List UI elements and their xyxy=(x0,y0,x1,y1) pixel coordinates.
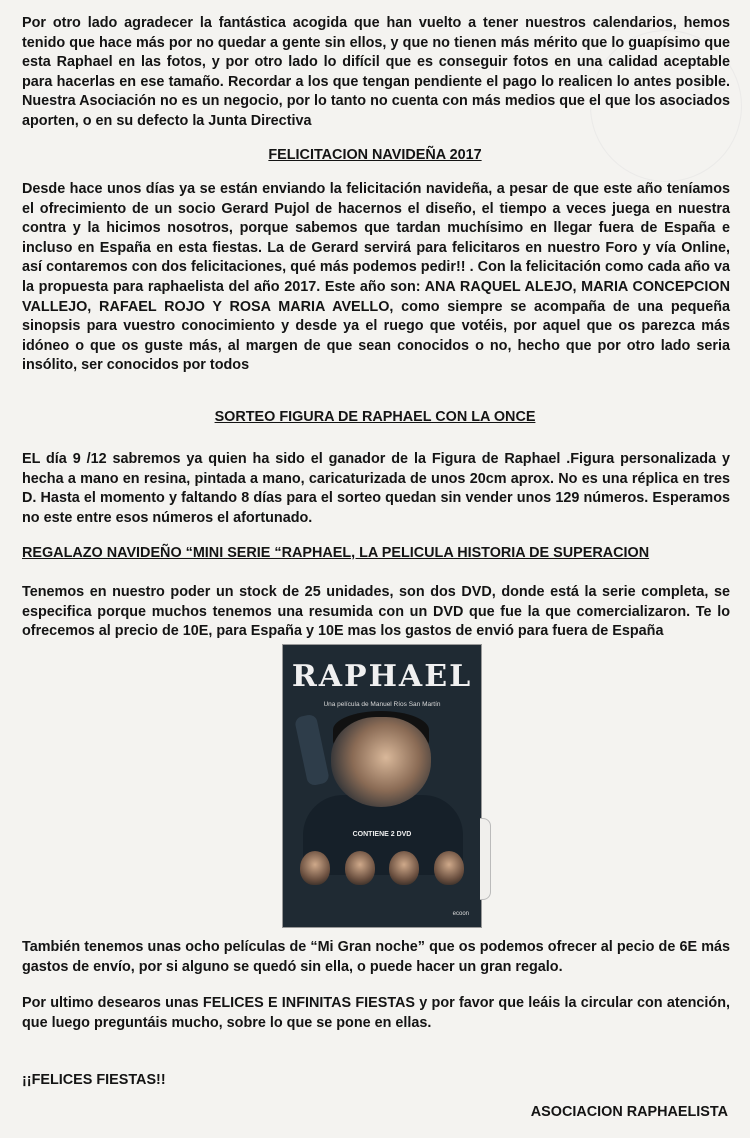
dvd-title: RAPHAEL xyxy=(291,659,473,694)
dvd-case-tab xyxy=(480,818,491,900)
dvd-logo: ecoon xyxy=(452,911,469,917)
dvd-subtitle: Una película de Manuel Ríos San Martín xyxy=(323,701,441,708)
heading-felicitacion: FELICITACION NAVIDEÑA 2017 xyxy=(268,147,482,163)
cast-face xyxy=(300,851,330,885)
felicitacion-paragraph: Desde hace unos días ya se están enviando la felicitación navideña, a pesar de que este año teníamos el ofrecimiento de un socio Gerard Pujol de hacernos el diseño, el tiempo a veces juega en nuestra contra y la hicimos nosotros, porque sabemos que tardan muchísimo en llegar fuera de España e incluso en España en esta fiestas. La de Gerard servirá para felicitaros en nuestro Foro y vía Online, así contaremos con dos felicitaciones, qué más podemos pedir!! . Con la felicitación como cada año va la propuesta para raphaelista del año 2017. Este año son: ANA RAQUEL ALEJO, MARIA CONCEPCION VALLEJO, RAFAEL ROJO Y ROSA MARIA AVELLO, como siempre se acompaña de una pequeña sinopsis para vuestro conocimiento y desde ya el ruego que votéis, por aquel que os parezca más idóneo o que os guste más, al margen de que sean conocidos o no, hecho que por otro lado seria insólito, ser conocidos por todos xyxy=(22,181,730,374)
dvd-face xyxy=(331,717,431,807)
dvd-cast-photos xyxy=(293,851,471,891)
felices-fiestas-greeting: ¡¡FELICES FIESTAS!! xyxy=(22,1072,166,1088)
heading-regalazo: REGALAZO NAVIDEÑO “MINI SERIE “RAPHAEL, LA PELICULA HISTORIA DE SUPERACION xyxy=(22,545,650,561)
intro-paragraph: Por otro lado agradecer la fantástica acogida que han vuelto a tener nuestros calendarios, hemos tenido que hace más por no quedar a gente sin ellos, y que no tienen más mérito que lo guapísimo que esta Raphael en las fotos, y por otro lado lo difícil que es conseguir fotos en una calidad aceptable para hacerlas en ese tamaño. Recordar a los que tengan pendiente el pago lo realicen lo antes posible. Nuestra Asociación no es un negocio, por lo tanto no cuenta con más medios que el que los asociados aporten, o en su defecto la Junta Directiva xyxy=(22,15,730,129)
signature: ASOCIACION RAPHAELISTA xyxy=(530,1104,728,1120)
ultimo-paragraph: Por ultimo desearos unas FELICES E INFINITAS FIESTAS y por favor que leáis la circular con atención, que luego preguntáis mucho, sobre lo que se pone en ellas. xyxy=(22,995,730,1031)
cast-face xyxy=(434,851,464,885)
dvd-cover-image xyxy=(282,644,482,928)
dvd-contiene: CONTIENE 2 DVD xyxy=(352,831,412,838)
heading-sorteo: SORTEO FIGURA DE RAPHAEL CON LA ONCE xyxy=(214,409,536,425)
regalazo-paragraph: Tenemos en nuestro poder un stock de 25 unidades, son dos DVD, donde está la serie completa, se especifica porque muchos tenemos una resumida con un DVD que fue la que comercializaron. Te lo ofrecemos al precio de 10E, para España y 10E mas los gastos de envió para fuera de España xyxy=(22,584,730,640)
cast-face xyxy=(389,851,419,885)
dvd-raised-arm xyxy=(294,713,330,786)
cast-face xyxy=(345,851,375,885)
sorteo-paragraph: EL día 9 /12 sabremos ya quien ha sido el ganador de la Figura de Raphael .Figura personalizada y hecha a mano en resina, pintada a mano, caricaturizada de unos 20cm aprox. No es una réplica en tres D. Hasta el momento y faltando 8 días para el sorteo quedan sin vender unos 129 números. Esperamos no este entre esos números el afortunado. xyxy=(22,451,730,526)
peliculas-paragraph: También tenemos unas ocho películas de “Mi Gran noche” que os podemos ofrecer al pecio de 6E más gastos de envío, por si alguno se quedó sin ella, o puede hacer un gran regalo. xyxy=(22,939,730,975)
